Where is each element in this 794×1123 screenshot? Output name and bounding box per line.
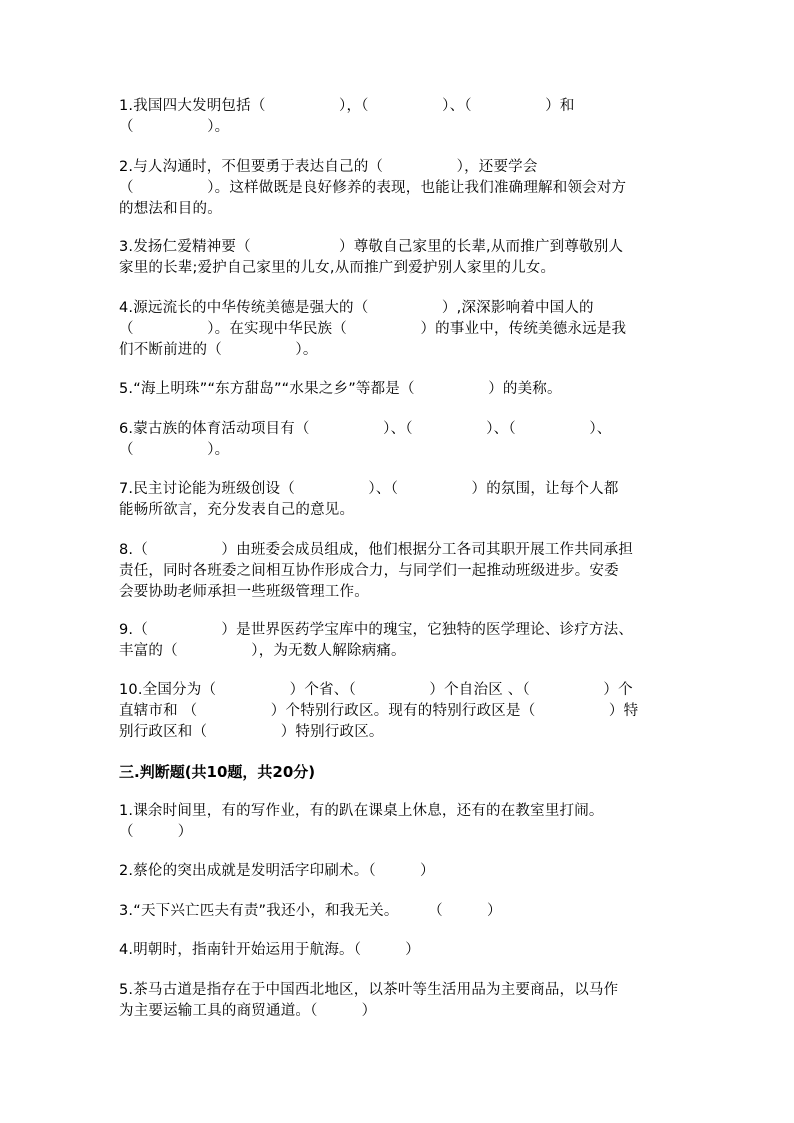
judge-question-2 — [119, 861, 675, 882]
question-line: （ ） — [119, 824, 193, 840]
question-line: 责任，同时各班委之间相互协作形成合力，与同学们一起推动班级进步。安委 — [119, 563, 619, 579]
question-line: 能畅所欲言，充分发表自己的意见。 — [119, 502, 355, 518]
section-title-judgement: 三.判断题(共10题，共20分) — [119, 763, 316, 781]
question-line: 的想法和目的。 — [119, 201, 222, 217]
question-line: 别行政区和（ ）特别行政区。 — [119, 724, 384, 740]
question-line: 丰富的（ ），为无数人解除病痛。 — [119, 643, 406, 659]
fill-in-question-5 — [119, 379, 675, 400]
question-line: 为主要运输工具的商贸通道。（ ） — [119, 1003, 377, 1019]
question-line: （ ）。在实现中华民族（ ）的事业中，传统美德永远是我 — [119, 321, 627, 337]
fill-in-question-3 — [119, 237, 675, 279]
question-line: （ ）。这样做既是良好修养的表现，也能让我们准确理解和领会对方 — [119, 180, 627, 196]
question-line: 3.“天下兴亡匹夫有责”我还小，和我无关。 （ ） — [119, 903, 502, 919]
question-line: 6.蒙古族的体育活动项目有（ ）、（ ）、（ ）、 — [119, 421, 612, 437]
fill-in-question-10 — [119, 680, 675, 743]
fill-in-question-9 — [119, 620, 675, 662]
fill-in-question-2 — [119, 157, 675, 220]
question-line: 直辖市和 （ ）个特别行政区。现有的特别行政区是（ ）特 — [119, 703, 639, 719]
fill-in-question-6 — [119, 419, 675, 461]
question-line: 1.我国四大发明包括（ ），（ ）、（ ）和 — [119, 98, 575, 114]
question-line: （ ）。 — [119, 119, 230, 135]
judge-question-1 — [119, 801, 675, 843]
question-line: 家里的长辈;爱护自己家里的儿女,从而推广到爱护别人家里的儿女。 — [119, 260, 556, 276]
judge-question-5 — [119, 980, 675, 1022]
question-line: 9.（ ）是世界医药学宝库中的瑰宝，它独特的医学理论、诊疗方法、 — [119, 622, 634, 638]
question-line: 4.源远流长的中华传统美德是强大的（ ）,深深影响着中国人的 — [119, 300, 594, 316]
question-line: 4.明朝时，指南针开始运用于航海。（ ） — [119, 942, 420, 958]
question-line: 们不断前进的（ ）。 — [119, 342, 318, 358]
question-line: 5.“海上明珠”“东方甜岛”“水果之乡”等都是（ ）的美称。 — [119, 381, 562, 397]
judge-question-4 — [119, 940, 675, 961]
judge-question-3 — [119, 901, 675, 922]
fill-in-question-8 — [119, 540, 675, 603]
question-line: 5.茶马古道是指存在于中国西北地区，以茶叶等生活用品为主要商品，以马作 — [119, 982, 619, 998]
question-line: 2.蔡伦的突出成就是发明活字印刷术。（ ） — [119, 863, 435, 879]
fill-in-question-7 — [119, 479, 675, 521]
question-line: （ ）。 — [119, 442, 230, 458]
question-line: 2.与人沟通时，不但要勇于表达自己的（ ），还要学会 — [119, 159, 538, 175]
fill-in-question-1 — [119, 96, 675, 138]
question-line: 7.民主讨论能为班级创设（ ）、（ ）的氛围，让每个人都 — [119, 481, 619, 497]
question-line: 3.发扬仁爱精神要（ ）尊敬自己家里的长辈,从而推广到尊敬别人 — [119, 239, 624, 255]
question-line: 1.课余时间里，有的写作业，有的趴在课桌上休息，还有的在教室里打闹。 — [119, 803, 604, 819]
fill-in-question-4 — [119, 298, 675, 361]
question-line: 会要协助老师承担一些班级管理工作。 — [119, 584, 369, 600]
question-line: 10.全国分为（ ）个省、（ ）个自治区 、（ ）个 — [119, 682, 633, 698]
question-line: 8.（ ）由班委会成员组成，他们根据分工各司其职开展工作共同承担 — [119, 542, 634, 558]
